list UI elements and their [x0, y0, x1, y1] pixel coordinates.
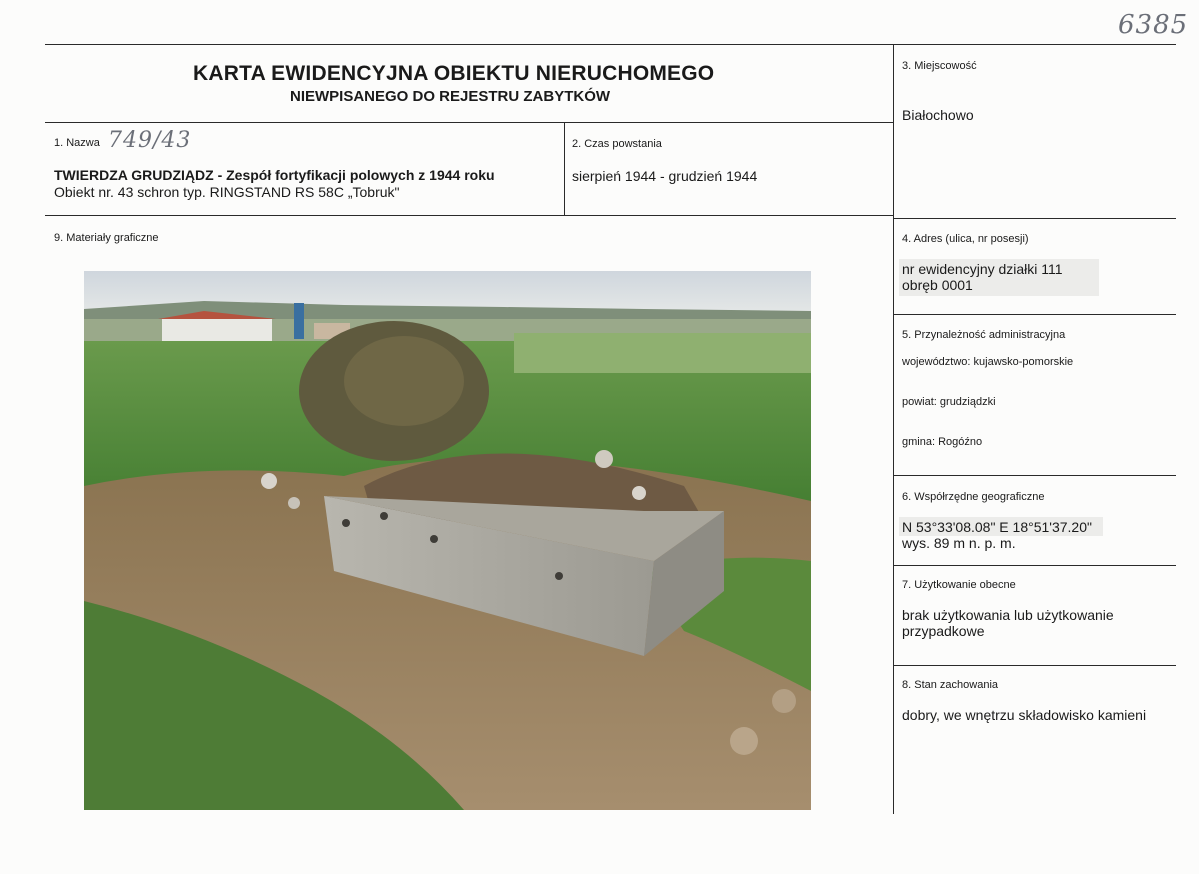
rule-right-4 [893, 565, 1176, 566]
photo-stone [632, 486, 646, 500]
coordinates-label: 6. Współrzędne geograficzne [902, 491, 1045, 503]
rule-right-3 [893, 475, 1176, 476]
rule-right-2 [893, 314, 1176, 315]
administrative-label: 5. Przynależność administracyjna [902, 329, 1066, 341]
name-label: 1. Nazwa [54, 137, 100, 149]
photo-hole [555, 572, 563, 580]
address-label: 4. Adres (ulica, nr posesji) [902, 233, 1029, 245]
photo-stone [772, 689, 796, 713]
rule-right-1 [893, 218, 1176, 219]
condition-value: dobry, we wnętrzu składowisko kamieni [902, 707, 1147, 723]
archive-number: 6385 [1118, 10, 1189, 40]
current-use-label: 7. Użytkowanie obecne [902, 579, 1016, 591]
photo-hole [380, 512, 388, 520]
locality-label: 3. Miejscowość [902, 60, 977, 72]
rule-name-divider [564, 122, 565, 215]
photo-shrub-inner [344, 336, 464, 426]
graphic-materials-label: 9. Materiały graficzne [54, 232, 159, 244]
site-photograph [84, 271, 811, 810]
rule-under-name [45, 215, 894, 216]
card-subtitle: NIEWPISANEGO DO REJESTRU ZABYTKÓW [290, 88, 611, 105]
photo-stone [730, 727, 758, 755]
elevation-value: wys. 89 m n. p. m. [902, 535, 1016, 551]
address-line1: nr ewidencyjny działki 111 [902, 261, 1063, 277]
voivodeship: województwo: kujawsko-pomorskie [902, 356, 1074, 368]
photo-silo [294, 303, 304, 339]
photo-barn [162, 319, 272, 341]
rule-right-5 [893, 665, 1176, 666]
condition-label: 8. Stan zachowania [902, 679, 999, 691]
rule-right-column [893, 44, 894, 814]
object-description: Obiekt nr. 43 schron typ. RINGSTAND RS 58C „Tobruk" [54, 184, 400, 200]
locality-value: Białochowo [902, 107, 974, 123]
coordinates-value: N 53°33'08.08" E 18°51'37.20" [902, 519, 1092, 535]
county: powiat: grudziądzki [902, 396, 996, 408]
construction-date-label: 2. Czas powstania [572, 138, 662, 150]
rule-under-title [45, 122, 894, 123]
current-use-line2: przypadkowe [902, 623, 985, 639]
photo-stone [595, 450, 613, 468]
card-title: KARTA EWIDENCYJNA OBIEKTU NIERUCHOMEGO [193, 62, 715, 85]
handwritten-reference: 749/43 [108, 128, 192, 153]
current-use-line1: brak użytkowania lub użytkowanie [902, 607, 1114, 623]
bunker-photo-illustration [84, 271, 811, 810]
photo-meadow [514, 333, 811, 373]
municipality: gmina: Rogóźno [902, 436, 983, 448]
photo-hole [342, 519, 350, 527]
object-name: TWIERDZA GRUDZIĄDZ - Zespół fortyfikacji polowych z 1944 roku [54, 167, 495, 183]
address-line2: obręb 0001 [902, 277, 973, 293]
photo-hole [430, 535, 438, 543]
construction-date-value: sierpień 1944 - grudzień 1944 [572, 168, 758, 184]
rule-top [45, 44, 1176, 45]
photo-stone [288, 497, 300, 509]
photo-stone [261, 473, 277, 489]
